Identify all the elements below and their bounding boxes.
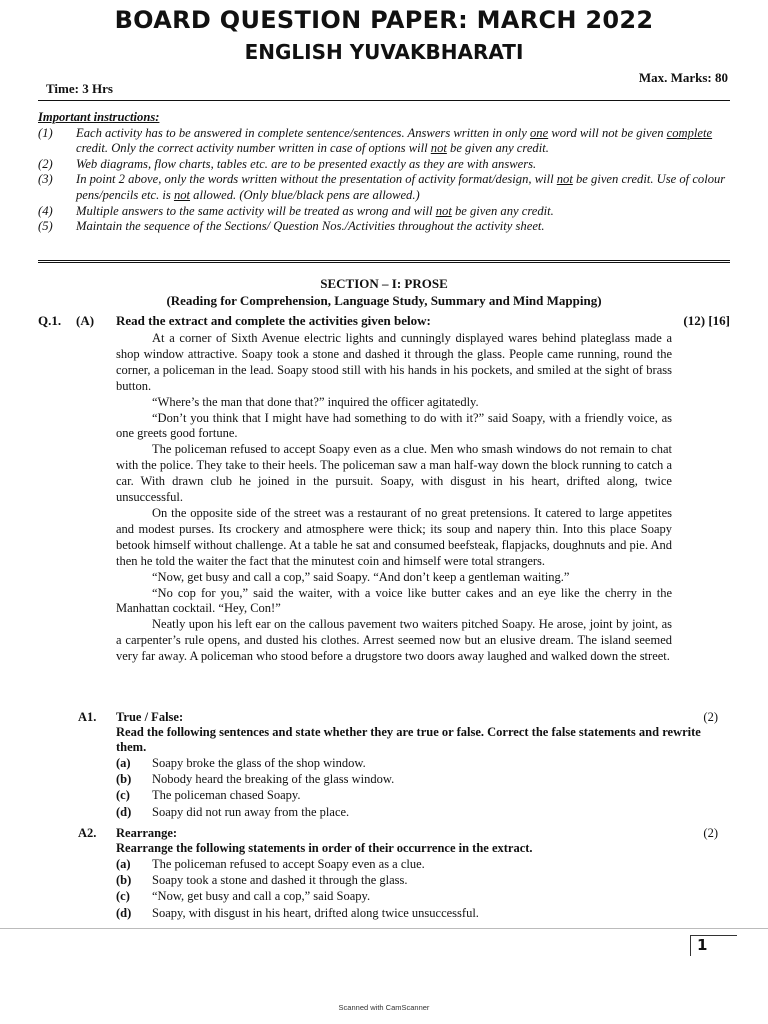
extract-paragraph: “Now, get busy and call a cop,” said Soapy. “And don’t keep a gentleman waiting.”	[152, 569, 570, 584]
activity-instruction: Read the following sentences and state whether they are true or false. Correct the false statements and rewrite them.	[116, 725, 701, 754]
emphasis-word: not	[556, 172, 573, 187]
item-label: (d)	[116, 804, 132, 819]
instruction-item	[38, 172, 730, 203]
instruction-number: (3)	[38, 172, 53, 187]
instructions-divider	[38, 260, 730, 263]
activity-a2	[78, 826, 718, 921]
instruction-number: (1)	[38, 125, 53, 140]
instruction-number: (2)	[38, 156, 53, 171]
instruction-item	[38, 157, 730, 173]
activity-marks: (2)	[703, 826, 718, 840]
paper-title: BOARD QUESTION PAPER: MARCH 2022	[114, 6, 654, 34]
activity-title: Rearrange:	[116, 826, 178, 840]
instruction-fragment: be given any credit.	[451, 203, 554, 218]
instruction-text	[76, 204, 730, 220]
instruction-item	[38, 204, 730, 220]
item-label: (b)	[116, 772, 132, 787]
question-part: (A)	[76, 313, 95, 328]
instruction-fragment: Maintain the sequence of the Sections/ Question Nos./Activities throughout the activity sheet.	[76, 219, 545, 234]
question-number: Q.1.	[38, 313, 62, 328]
extract-paragraph: “Don’t you think that I might have had something to do with it?” said Soapy, with a friendly voice, as one greets good fortune.	[116, 410, 672, 441]
item-text: Soapy took a stone and dashed it through the glass.	[152, 873, 408, 888]
instruction-fragment: allowed. (Only blue/black pens are allowed.)	[190, 187, 420, 202]
activity-marks: (2)	[703, 710, 718, 724]
emphasis-word: one	[529, 125, 549, 140]
extract-paragraph: “No cop for you,” said the waiter, with a voice like butter cakes and an eye like the cherry in the Manhattan cocktail. “Hey, Con!”	[116, 585, 672, 616]
emphasis-word: complete	[666, 125, 713, 140]
activity-item	[116, 905, 718, 921]
instruction-item	[38, 219, 730, 235]
instruction-text	[76, 157, 730, 173]
item-text: “Now, get busy and call a cop,” said Soapy.	[152, 889, 371, 904]
instructions-block	[38, 110, 730, 235]
instruction-fragment: Multiple answers to the same activity will be treated as wrong and will	[76, 203, 436, 218]
item-text: Soapy did not run away from the place.	[152, 804, 350, 819]
activity-title: True / False:	[116, 710, 184, 724]
page-number: 1	[690, 935, 737, 956]
section-subtitle: (Reading for Comprehension, Language Study, Summary and Mind Mapping)	[166, 293, 602, 308]
instruction-item	[38, 126, 730, 157]
item-text: Soapy, with disgust in his heart, drifted along twice unsuccessful.	[152, 905, 479, 920]
item-text: The policeman chased Soapy.	[152, 788, 301, 803]
item-label: (a)	[116, 756, 131, 770]
question-header	[38, 313, 730, 329]
activity-item	[116, 872, 718, 888]
item-text: Soapy broke the glass of the shop window.	[152, 756, 366, 770]
instruction-number: (4)	[38, 203, 53, 218]
item-label: (d)	[116, 905, 132, 920]
item-text: Nobody heard the breaking of the glass window.	[152, 772, 395, 787]
activity-item	[116, 787, 718, 803]
activity-instruction: Rearrange the following statements in order of their occurrence in the extract.	[116, 841, 533, 855]
instruction-number: (5)	[38, 219, 53, 234]
instruction-fragment: In point 2 above, only the words written without the presentation of activity format/design, will	[76, 172, 557, 187]
instructions-list	[38, 126, 730, 235]
instruction-text	[76, 172, 730, 203]
scanner-watermark: Scanned with CamScanner	[338, 1003, 430, 1012]
paper-subtitle: ENGLISH YUVAKBHARATI	[244, 40, 524, 64]
instruction-fragment: be given credit. Use of colour pens/pencils etc. is	[76, 172, 726, 202]
section-title: SECTION – I: PROSE	[320, 276, 448, 291]
extract-paragraph: On the opposite side of the street was a restaurant of no great pretensions. It catered to large appetites and modest purses. Its crockery and atmosphere were thick; its soup and napery thin. Into this place Soapy betook himself without challenge. At a table he sat and consumed beefsteak, flapjacks, doughnuts and pie. And then he told the waiter the fact that the minutest coin and himself were total strangers.	[116, 505, 672, 568]
activity-item	[116, 755, 718, 771]
instructions-heading: Important instructions:	[38, 110, 160, 124]
emphasis-word: not	[435, 203, 452, 218]
max-marks: Max. Marks: 80	[638, 70, 728, 85]
header-divider	[38, 100, 730, 101]
instruction-text	[76, 219, 730, 235]
activity-label: A2.	[78, 826, 97, 840]
item-label: (a)	[116, 857, 131, 871]
instruction-fragment: Each activity has to be answered in complete sentence/sentences. Answers written in only	[76, 125, 530, 140]
extract-paragraph: The policeman refused to accept Soapy even as a clue. Men who smash windows do not remain to chat with the police. They take to their heels. The policeman saw a man half-way down the block running to catch a car. With drawn club he joined in the pursuit. Soapy, with disgust in his heart, drifted along, twice unsuccessful.	[116, 442, 672, 505]
activity-label: A1.	[78, 710, 97, 724]
extract-passage	[116, 331, 672, 665]
instruction-fragment: word will not be given	[548, 125, 667, 140]
item-label: (b)	[116, 873, 132, 888]
item-label: (c)	[116, 889, 130, 904]
activity-item	[116, 771, 718, 787]
question-marks: (12) [16]	[683, 313, 730, 328]
extract-paragraph: At a corner of Sixth Avenue electric lights and cunningly displayed wares behind plateglass made a shop window attractive. Soapy took a stone and dashed it through the glass. People came running, round the corner, a policeman in the lead. Soapy stood still with his hands in his pockets, and smiled at the sight of brass button.	[116, 331, 672, 393]
activity-a1	[78, 710, 718, 820]
instruction-text	[76, 126, 730, 157]
emphasis-word: not	[430, 141, 447, 156]
instruction-fragment: be given any credit.	[446, 141, 549, 156]
question-prompt: Read the extract and complete the activities given below:	[116, 313, 431, 328]
activity-item	[116, 888, 718, 904]
extract-paragraph: “Where’s the man that done that?” inquired the officer agitatedly.	[152, 394, 479, 409]
emphasis-word: not	[173, 187, 191, 202]
activity-item	[116, 804, 718, 820]
item-label: (c)	[116, 788, 130, 803]
instruction-fragment: credit. Only the correct activity number written in case of options will	[76, 141, 431, 156]
activity-item	[116, 856, 718, 872]
extract-paragraph: Neatly upon his left ear on the callous pavement two waiters pitched Soapy. He arose, joint by joint, as a carpenter’s rule opens, and dusted his clothes. Arrest seemed now but an elusive dream. The island seemed very far away. A policeman who stood before a drugstore two doors away laughed and walked down the street.	[116, 617, 672, 664]
instruction-fragment: Web diagrams, flow charts, tables etc. are to be presented exactly as they are with answers.	[76, 156, 537, 171]
footer-divider	[0, 928, 768, 929]
time-allowed: Time: 3 Hrs	[46, 81, 113, 96]
item-text: The policeman refused to accept Soapy even as a clue.	[152, 857, 425, 871]
